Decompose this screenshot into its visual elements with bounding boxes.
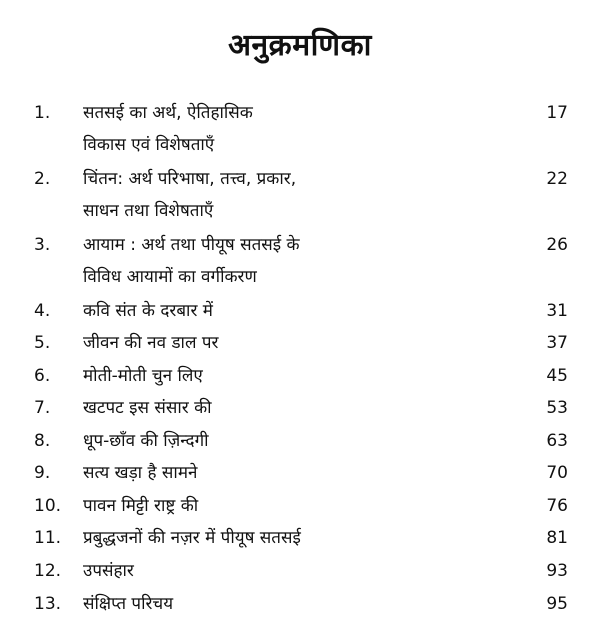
entry-title-line: साधन तथा विशेषताएँ bbox=[83, 201, 214, 221]
entry-title-line: चिंतन: अर्थ परिभाषा, तत्त्व, प्रकार, bbox=[83, 169, 297, 189]
entry-title-line: जीवन की नव डाल पर bbox=[83, 333, 219, 353]
entry-number: 11. bbox=[34, 528, 62, 548]
entry-number: 9. bbox=[34, 463, 51, 483]
entry-number: 12. bbox=[34, 561, 62, 581]
entry-number: 7. bbox=[34, 398, 51, 418]
entry-title bbox=[83, 229, 523, 293]
entry-title-line: विविध आयामों का वर्गीकरण bbox=[83, 267, 257, 287]
entry-title-line: मोती-मोती चुन लिए bbox=[83, 366, 203, 386]
entry-number: 1. bbox=[34, 103, 51, 123]
entry-number: 3. bbox=[34, 235, 51, 255]
entry-title bbox=[83, 522, 523, 554]
entry-number: 6. bbox=[34, 366, 51, 386]
entry-title-line: सतसई का अर्थ, ऐतिहासिक bbox=[83, 103, 253, 123]
entry-title bbox=[83, 588, 523, 620]
entry-page-number: 45 bbox=[546, 366, 568, 386]
entry-page-number: 26 bbox=[546, 235, 568, 255]
entry-title-line: सत्य खड़ा है सामने bbox=[83, 463, 198, 483]
entry-number: 10. bbox=[34, 496, 62, 516]
entry-number: 13. bbox=[34, 594, 62, 614]
entry-page-number: 22 bbox=[546, 169, 568, 189]
entry-title bbox=[83, 457, 523, 489]
entry-title-line: उपसंहार bbox=[83, 561, 134, 581]
entry-title bbox=[83, 97, 523, 161]
entry-title bbox=[83, 327, 523, 359]
entry-title-line: कवि संत के दरबार में bbox=[83, 301, 213, 321]
entry-title bbox=[83, 425, 523, 457]
entry-page-number: 63 bbox=[546, 431, 568, 451]
entry-page-number: 81 bbox=[546, 528, 568, 548]
entry-number: 5. bbox=[34, 333, 51, 353]
entry-number: 4. bbox=[34, 301, 51, 321]
entry-title-line: संक्षिप्त परिचय bbox=[83, 594, 174, 614]
entry-title-line: खटपट इस संसार की bbox=[83, 398, 212, 418]
entry-title bbox=[83, 295, 523, 327]
entry-page-number: 53 bbox=[546, 398, 568, 418]
entry-page-number: 37 bbox=[546, 333, 568, 353]
entry-page-number: 70 bbox=[546, 463, 568, 483]
entry-title-line: पावन मिट्टी राष्ट्र की bbox=[83, 496, 199, 516]
entry-page-number: 17 bbox=[546, 103, 568, 123]
entry-title-line: धूप-छाँव की ज़िन्दगी bbox=[83, 431, 209, 451]
entry-number: 8. bbox=[34, 431, 51, 451]
entry-page-number: 93 bbox=[546, 561, 568, 581]
page-title: अनुक्रमणिका bbox=[228, 28, 372, 63]
entry-title-line: आयाम : अर्थ तथा पीयूष सतसई के bbox=[83, 235, 300, 255]
entry-number: 2. bbox=[34, 169, 51, 189]
entry-title bbox=[83, 163, 523, 227]
entry-title bbox=[83, 392, 523, 424]
entry-title bbox=[83, 360, 523, 392]
entry-page-number: 31 bbox=[546, 301, 568, 321]
entry-page-number: 95 bbox=[546, 594, 568, 614]
entry-title bbox=[83, 555, 523, 587]
entry-page-number: 76 bbox=[546, 496, 568, 516]
entry-title bbox=[83, 490, 523, 522]
entry-title-line: विकास एवं विशेषताएँ bbox=[83, 135, 215, 155]
entry-title-line: प्रबुद्धजनों की नज़र में पीयूष सतसई bbox=[83, 528, 301, 548]
